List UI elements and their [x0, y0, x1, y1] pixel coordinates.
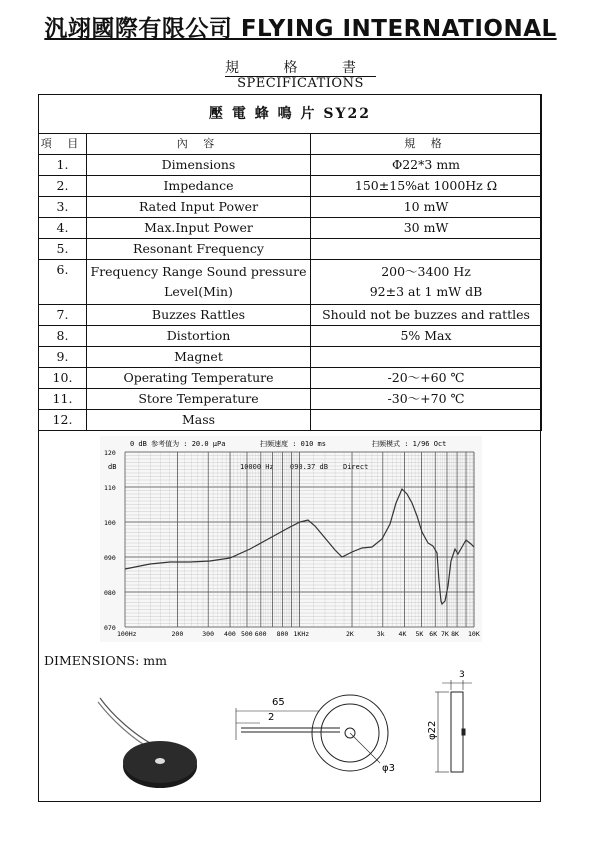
table-row: 6. Frequency Range Sound pressure Level(Min) 200～3400 Hz 92±3 at 1 mW dB: [39, 260, 542, 305]
graph-header-3: 扫频模式 : 1/96 Oct: [372, 440, 447, 448]
graph-grid: [125, 452, 474, 627]
x-tick-label: 10K: [468, 630, 480, 638]
graph-header-1: 0 dB 参考值为 : 20.0 μPa: [130, 440, 226, 448]
dim-hole: φ3: [382, 763, 395, 774]
header-spec: 規 格: [311, 134, 542, 155]
table-row: 11. Store Temperature -30～+70 ℃: [39, 389, 542, 410]
y-tick-label: 070: [104, 624, 116, 632]
table-header: [39, 134, 542, 155]
dimension-drawings: [38, 668, 541, 798]
x-tick-label: 300: [202, 630, 215, 638]
x-tick-label: 600: [254, 630, 267, 638]
y-tick-label: 120: [104, 449, 116, 457]
graph-readout-mode: Direct: [343, 463, 369, 471]
x-tick-label: 400: [224, 630, 236, 638]
table-row: 5. Resonant Frequency: [39, 239, 542, 260]
company-name: 汎翊國際有限公司 FLYING INTERNATIONAL: [44, 16, 557, 42]
side-view-drawing: [435, 680, 472, 772]
x-tick-label: 7K: [440, 630, 449, 638]
product-title-row: [39, 95, 542, 134]
frequency-response-graph: [100, 436, 482, 642]
buzzer-photo: [98, 698, 197, 788]
product-title: 壓 電 蜂 鳴 片 SY22: [39, 95, 542, 134]
table-row: 9. Magnet: [39, 347, 542, 368]
y-tick-label: 090: [104, 554, 116, 562]
graph-readout-freq: 10000 Hz: [240, 463, 274, 471]
table-row: 4. Max.Input Power 30 mW: [39, 218, 542, 239]
dim-length: 65: [272, 697, 285, 708]
x-tick-label: 4K: [398, 630, 407, 638]
table-row: 3. Rated Input Power 10 mW: [39, 197, 542, 218]
spec-table: [38, 94, 542, 431]
dim-thickness: 3: [459, 670, 465, 680]
graph-y-unit: dB: [108, 463, 117, 471]
x-tick-label: 200: [171, 630, 184, 638]
x-tick-label: 800: [276, 630, 289, 638]
y-tick-label: 110: [104, 484, 116, 492]
y-tick-label: 100: [104, 519, 116, 527]
table-row: 7. Buzzes Rattles Should not be buzzes and rattles: [39, 305, 542, 326]
front-view-drawing: [236, 695, 388, 771]
dimensions-label: DIMENSIONS: mm: [44, 653, 167, 668]
table-row: 12. Mass: [39, 410, 542, 431]
header-content: 內 容: [87, 134, 311, 155]
spec-title-en: SPECIFICATIONS: [237, 76, 364, 91]
table-row: 8. Distortion 5% Max: [39, 326, 542, 347]
x-tick-label: 100Hz: [117, 630, 137, 638]
x-tick-label: 2K: [346, 630, 354, 638]
spec-title-zh: 規 格 書: [225, 60, 376, 76]
x-tick-label: 5K: [415, 630, 424, 638]
dim-diameter: φ22: [427, 720, 438, 740]
x-tick-label: 1KHz: [293, 630, 310, 638]
table-row: 2. Impedance 150±15%at 1000Hz Ω: [39, 176, 542, 197]
graph-header-2: 扫频速度 : 010 ms: [260, 440, 326, 448]
y-tick-label: 080: [104, 589, 116, 597]
dim-lead: 2: [268, 712, 275, 723]
x-tick-label: 8K: [451, 630, 459, 638]
table-row: 1. Dimensions Φ22*3 mm: [39, 155, 542, 176]
x-tick-label: 6K: [429, 630, 438, 638]
graph-readout-level: 090.37 dB: [290, 463, 328, 471]
x-tick-label: 500: [240, 630, 253, 638]
header-item: 項 目: [39, 134, 87, 155]
table-row: 10. Operating Temperature -20～+60 ℃: [39, 368, 542, 389]
x-tick-label: 3k: [376, 630, 385, 638]
